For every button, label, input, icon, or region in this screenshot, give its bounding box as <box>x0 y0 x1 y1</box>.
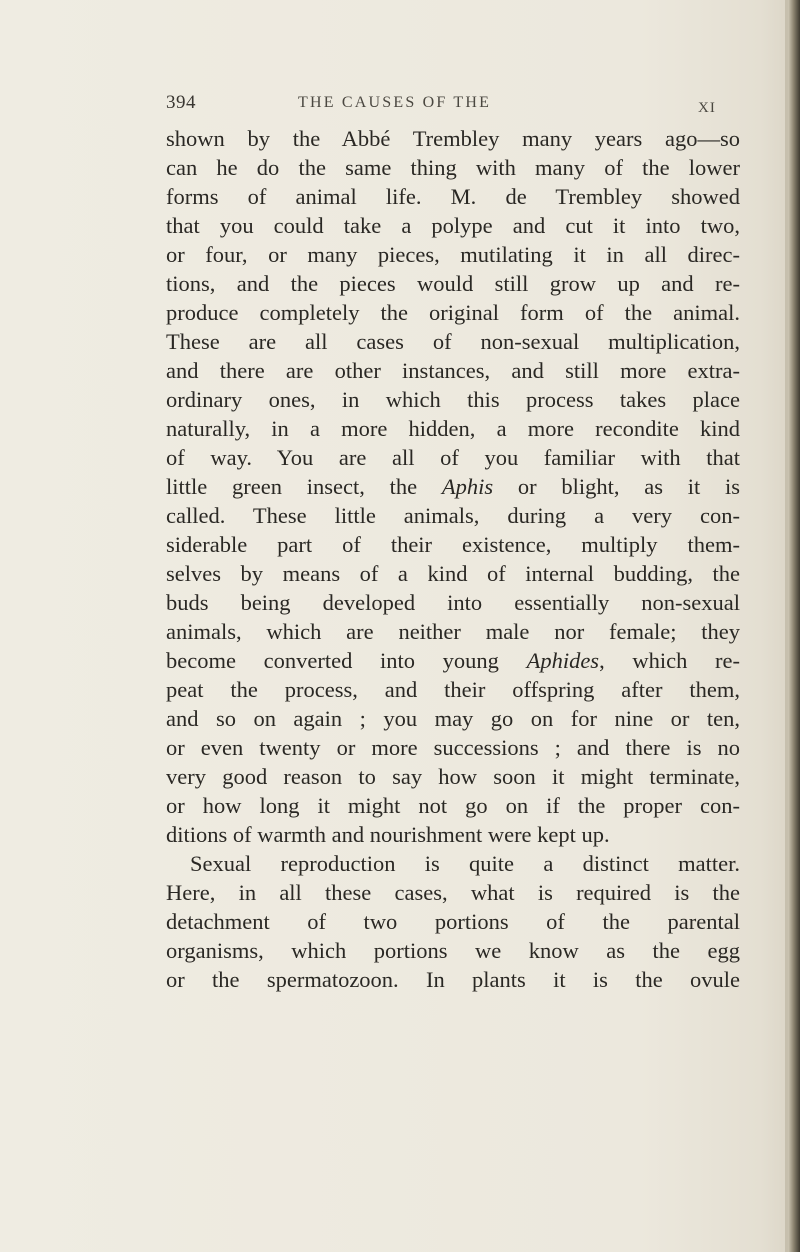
text-segment: Sexual reproduction is quite a distinct matter. <box>190 851 740 876</box>
text-line <box>166 965 740 994</box>
text-line <box>166 646 740 675</box>
text-segment: of way. You are all of you familiar with that <box>166 445 740 470</box>
book-spine <box>788 0 800 1252</box>
text-segment: , which re- <box>599 648 740 673</box>
text-line <box>166 211 740 240</box>
text-segment: or how long it might not go on if the proper con- <box>166 793 740 818</box>
text-line <box>166 791 740 820</box>
text-segment: forms of animal life. M. de Trembley showed <box>166 184 740 209</box>
text-segment: and there are other instances, and still more extra- <box>166 358 740 383</box>
text-line <box>166 907 740 936</box>
text-segment: animals, which are neither male nor female; they <box>166 619 740 644</box>
text-line <box>166 559 740 588</box>
text-line <box>166 530 740 559</box>
text-line <box>166 414 740 443</box>
text-line <box>166 269 740 298</box>
paragraph <box>166 124 740 849</box>
page-header <box>0 92 760 122</box>
text-line <box>166 849 740 878</box>
text-segment: that you could take a polype and cut it into two, <box>166 213 740 238</box>
text-segment: very good reason to say how soon it might terminate, <box>166 764 740 789</box>
text-segment: become converted into young <box>166 648 527 673</box>
running-head: THE CAUSES OF THE <box>298 94 492 111</box>
text-segment: selves by means of a kind of internal budding, the <box>166 561 740 586</box>
text-line <box>166 124 740 153</box>
text-line <box>166 733 740 762</box>
text-segment: tions, and the pieces would still grow up and re- <box>166 271 740 296</box>
text-segment: and so on again ; you may go on for nine or ten, <box>166 706 740 731</box>
text-segment: can he do the same thing with many of the lower <box>166 155 740 180</box>
text-line <box>166 240 740 269</box>
text-segment: or blight, as it is <box>493 474 740 499</box>
text-line <box>166 936 740 965</box>
text-line <box>166 356 740 385</box>
text-line <box>166 298 740 327</box>
text-line <box>166 820 740 849</box>
text-segment: Here, in all these cases, what is required is the <box>166 880 740 905</box>
text-line <box>166 617 740 646</box>
text-line <box>166 327 740 356</box>
text-segment: shown by the Abbé Trembley many years ago—so <box>166 126 740 151</box>
text-segment: ordinary ones, in which this process takes place <box>166 387 740 412</box>
text-segment: peat the process, and their offspring after them, <box>166 677 740 702</box>
italic-term-aphis: Aphis <box>441 474 494 499</box>
text-segment: siderable part of their existence, multiply them- <box>166 532 740 557</box>
text-line <box>166 588 740 617</box>
text-segment: or even twenty or more successions ; and there is no <box>166 735 740 760</box>
text-segment: These are all cases of non-sexual multiplication, <box>166 329 740 354</box>
page-number: 394 <box>166 92 196 113</box>
text-segment: produce completely the original form of the animal. <box>166 300 740 325</box>
chapter-number: XI <box>698 100 716 116</box>
text-line <box>166 153 740 182</box>
body-text <box>166 124 740 994</box>
text-line <box>166 443 740 472</box>
text-segment: or four, or many pieces, mutilating it in all direc- <box>166 242 740 267</box>
text-line <box>166 675 740 704</box>
text-segment: ditions of warmth and nourishment were kept up. <box>166 822 610 847</box>
text-segment: or the spermatozoon. In plants it is the ovule <box>166 967 740 992</box>
text-segment: detachment of two portions of the parental <box>166 909 740 934</box>
text-segment: buds being developed into essentially non-sexual <box>166 590 740 615</box>
italic-term-aphides: Aphides <box>526 648 600 673</box>
text-segment: organisms, which portions we know as the egg <box>166 938 740 963</box>
text-line <box>166 472 740 501</box>
text-segment: called. These little animals, during a very con- <box>166 503 740 528</box>
text-line <box>166 501 740 530</box>
text-segment: little green insect, the <box>166 474 442 499</box>
text-line <box>166 878 740 907</box>
text-line <box>166 762 740 791</box>
text-line <box>166 385 740 414</box>
text-segment: naturally, in a more hidden, a more recondite kind <box>166 416 740 441</box>
text-line <box>166 704 740 733</box>
paragraph <box>166 849 740 994</box>
text-line <box>166 182 740 211</box>
